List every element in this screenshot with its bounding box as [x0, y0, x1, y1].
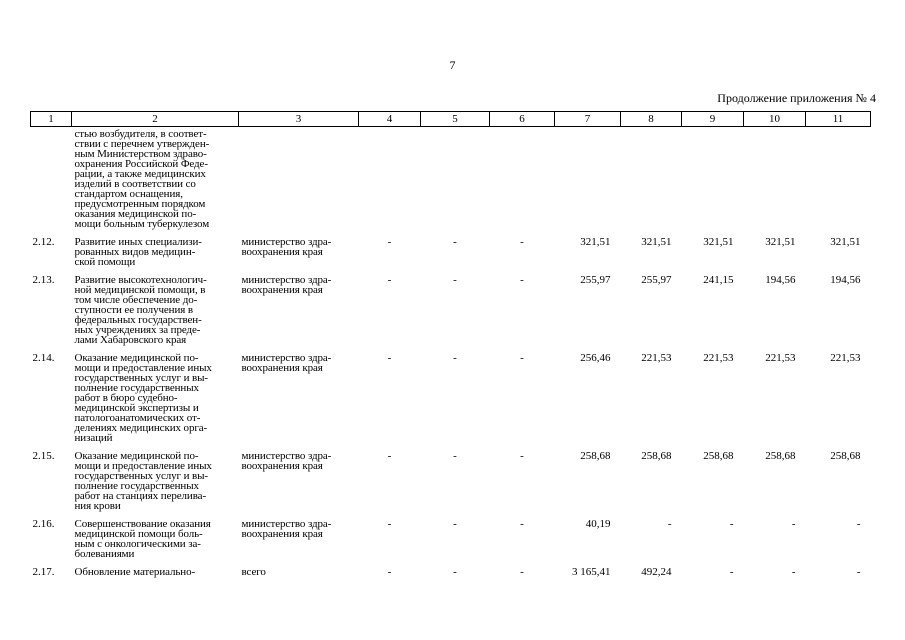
value-col-5: - [453, 450, 457, 462]
value-col-4: - [387, 566, 392, 578]
value-col-4: - [387, 274, 392, 286]
value-col-7: 40,19 [585, 518, 611, 530]
executor: министерство здра- воохранения края [241, 236, 332, 258]
value-col-4: - [387, 236, 392, 248]
value-col-10: - [791, 518, 796, 530]
executor: министерство здра- воохранения края [241, 450, 332, 472]
value-col-10: - [791, 566, 796, 578]
measure-name: Развитие высокотехнологич- ной медицинской помощи, в том числе обеспечение до- ступности ее получения в федеральных государствен- ных учреждениях за преде- лами Хабаровского края [74, 274, 207, 346]
value-col-7: 258,68 [580, 450, 611, 462]
value-col-9: 221,53 [703, 352, 734, 364]
header-cell: 2 [72, 112, 239, 127]
value-col-8: 492,24 [641, 566, 672, 578]
value-col-8: 221,53 [641, 352, 672, 364]
page-number: 7 [449, 58, 456, 72]
value-col-11: - [856, 518, 861, 530]
appendix-table [30, 111, 871, 579]
value-col-9 [682, 127, 744, 232]
table-row [31, 127, 871, 232]
value-col-9: 258,68 [703, 450, 734, 462]
header-cell: 10 [744, 112, 806, 127]
value-col-10 [744, 127, 806, 232]
table-row [31, 513, 871, 561]
header-cell: 11 [806, 112, 871, 127]
header-cell: 6 [490, 112, 555, 127]
header-cell: 1 [31, 112, 72, 127]
value-col-6: - [520, 236, 524, 248]
table-row [31, 231, 871, 269]
value-col-6: - [520, 566, 524, 578]
value-col-6 [490, 127, 555, 232]
value-col-5 [421, 127, 490, 232]
header-row [31, 112, 871, 127]
value-col-11: 258,68 [830, 450, 861, 462]
value-col-10: 221,53 [765, 352, 796, 364]
measure-name: Оказание медицинской по- мощи и предоставление иных государственных услуг и вы- полнение государственных работ на станциях перелива- ния крови [74, 450, 212, 512]
value-col-4: - [387, 518, 392, 530]
executor: министерство здра- воохранения края [241, 352, 332, 374]
table-row [31, 269, 871, 347]
measure-name: Развитие иных специализи- рованных видов медицин- ской помощи [74, 236, 202, 268]
value-col-9: - [729, 566, 734, 578]
value-col-7: 3 165,41 [572, 566, 611, 578]
value-col-10: 258,68 [765, 450, 796, 462]
measure-name: стью возбудителя, в соответ- ствии с перечнем утвержден- ным Министерством здраво- охранения Российской Феде- рации, а также медицинских изделий в соответствии со стандартом оснащения, предусмотренным порядком оказания медицинской по- мощи больным туберкулезом [74, 128, 210, 230]
value-col-6: - [520, 518, 524, 530]
header-cell: 9 [682, 112, 744, 127]
value-col-6: - [520, 352, 524, 364]
table-row [31, 561, 871, 579]
value-col-5: - [453, 236, 457, 248]
continuation-caption: Продолжение приложения № 4 [717, 91, 876, 105]
row-number: 2.17. [32, 566, 55, 578]
row-number [31, 127, 72, 232]
value-col-7: 256,46 [580, 352, 611, 364]
executor: министерство здра- воохранения края [241, 518, 332, 540]
value-col-10: 194,56 [765, 274, 796, 286]
value-col-8: 255,97 [641, 274, 672, 286]
value-col-11 [806, 127, 871, 232]
value-col-9: 241,15 [703, 274, 734, 286]
value-col-7: 255,97 [580, 274, 611, 286]
header-cell: 8 [621, 112, 682, 127]
row-number: 2.16. [32, 518, 55, 530]
value-col-7: 321,51 [580, 236, 611, 248]
value-col-9: - [729, 518, 734, 530]
value-col-11: 221,53 [830, 352, 861, 364]
header-cell: 4 [359, 112, 421, 127]
value-col-4: - [387, 450, 392, 462]
executor: министерство здра- воохранения края [241, 274, 332, 296]
value-col-6: - [520, 274, 524, 286]
row-number: 2.13. [32, 274, 55, 286]
value-col-8: 321,51 [641, 236, 672, 248]
header-cell: 3 [239, 112, 359, 127]
value-col-8 [621, 127, 682, 232]
measure-name: Обновление материально- [74, 566, 196, 578]
value-col-11: 194,56 [830, 274, 861, 286]
measure-name: Совершенствование оказания медицинской помощи боль- ным с онкологическими за- болеваниями [74, 518, 211, 560]
value-col-10: 321,51 [765, 236, 796, 248]
value-col-9: 321,51 [703, 236, 734, 248]
value-col-4: - [387, 352, 392, 364]
value-col-11: - [856, 566, 861, 578]
value-col-5: - [453, 518, 457, 530]
header-cell: 5 [421, 112, 490, 127]
table-row [31, 445, 871, 513]
value-col-8: 258,68 [641, 450, 672, 462]
value-col-8: - [667, 518, 672, 530]
measure-name: Оказание медицинской по- мощи и предоставление иных государственных услуг и вы- полнение государственных работ в бюро судебно- медицинской экспертизы и патологоанатомических от- делениях медицинских орга- низаций [74, 352, 212, 444]
row-number: 2.15. [32, 450, 55, 462]
executor [239, 127, 359, 232]
value-col-6: - [520, 450, 524, 462]
row-number: 2.12. [32, 236, 55, 248]
value-col-7 [555, 127, 621, 232]
table-row [31, 347, 871, 445]
value-col-11: 321,51 [830, 236, 861, 248]
value-col-5: - [453, 566, 457, 578]
header-cell: 7 [555, 112, 621, 127]
value-col-5: - [453, 274, 457, 286]
row-number: 2.14. [32, 352, 55, 364]
value-col-4 [359, 127, 421, 232]
value-col-5: - [453, 352, 457, 364]
executor: всего [241, 566, 266, 578]
